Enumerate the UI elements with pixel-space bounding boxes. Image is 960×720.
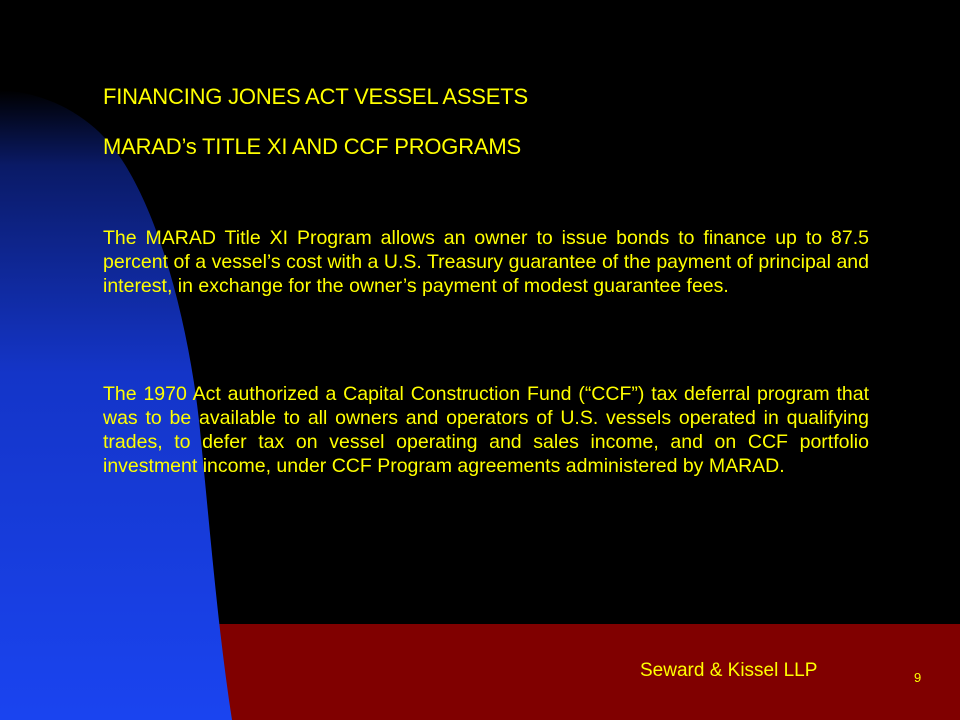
page-number: 9	[914, 670, 922, 685]
slide-title-line-2: MARAD’s TITLE XI AND CCF PROGRAMS	[103, 134, 521, 159]
paragraph-ccf: The 1970 Act authorized a Capital Construction Fund (“CCF”) tax deferral program that was to be available to all owners and operators of U.S. vessels operated in qualifying trades, to defer tax on vessel operating and sales income, and on CCF portfolio investment income, under CCF Program agreements administered by MARAD.	[103, 383, 869, 477]
slide-title-line-1: FINANCING JONES ACT VESSEL ASSETS	[103, 84, 528, 109]
firm-name: Seward & Kissel LLP	[640, 660, 818, 681]
paragraph-title-xi: The MARAD Title XI Program allows an owner to issue bonds to finance up to 87.5 percent of a vessel’s cost with a U.S. Treasury guarantee of the payment of principal and interest, in exchange for the owner’s payment of modest guarantee fees.	[103, 227, 869, 297]
